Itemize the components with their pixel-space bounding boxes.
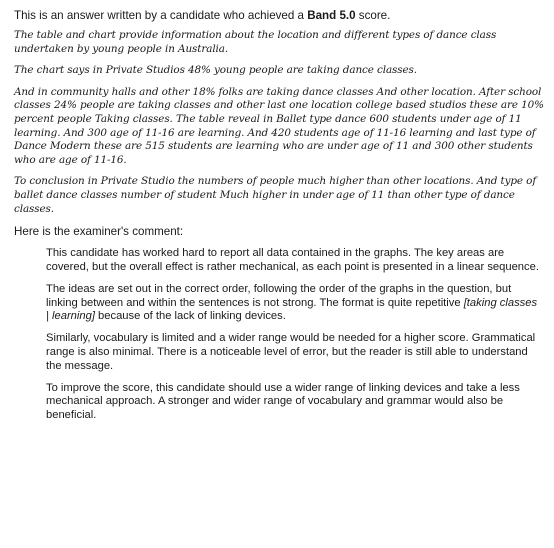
examiner-comments <box>14 247 544 423</box>
answer-paragraph-3: And in community halls and other 18% folks are taking dance classes And other location. After school classes 24% people are taking classes and other last one location college based studios these are 10% percent people Taking classes. The table reveal in Ballet type dance 600 students under age of 11 learning. And 300 age of 11-16 are learning. And 420 students age of 11-16 learning and last type of Dance Modern these are 515 students are learning who are under age of 11 and 300 other students who are age of 11-16. <box>14 85 544 166</box>
comment-paragraph-3: Similarly, vocabulary is limited and a wider range would be needed for a higher score. Grammatical range is also minimal. There is a noticeable level of error, but the reader is still able to understand the message. <box>46 332 536 372</box>
candidate-answer <box>14 29 544 216</box>
comment-paragraph-2 <box>46 283 540 324</box>
intro-prefix: This is an answer written by a candidate who achieved a <box>14 9 308 22</box>
answer-paragraph-1: The table and chart provide information about the location and different types of dance class undertaken by young people in Australia. <box>14 29 497 55</box>
comment-2-after: because of the lack of linking devices. <box>94 310 286 323</box>
comment-2-italic: [taking classes | learning] <box>46 296 538 323</box>
answer-paragraph-2: The chart says in Private Studios 48% young people are taking dance classes. <box>14 64 417 77</box>
band-score: Band 5.0 <box>307 9 356 22</box>
comment-paragraph-4: To improve the score, this candidate should use a wider range of linking devices and take a less mechanical approach. A stronger and wider range of vocabulary and grammar would also be beneficial. <box>46 381 520 422</box>
intro-suffix: score. <box>355 9 391 22</box>
comment-2-before: The ideas are set out in the correct order, following the order of the graphs in the question, but linking between and within the sentences is not strong. The format is quite repetitive <box>46 282 512 309</box>
examiner-comment-heading: Here is the examiner's comment: <box>14 225 184 239</box>
intro-line <box>14 8 544 23</box>
answer-paragraph-4: To conclusion in Private Studio the numbers of people much higher than other locations. And type of ballet dance classes number of student Much higher in under age of 11 than other type of dance classes. <box>14 175 537 215</box>
comment-paragraph-1: This candidate has worked hard to report all data contained in the graphs. The key areas are covered, but the overall effect is rather mechanical, as each point is presented in a linear sequence. <box>46 247 539 273</box>
